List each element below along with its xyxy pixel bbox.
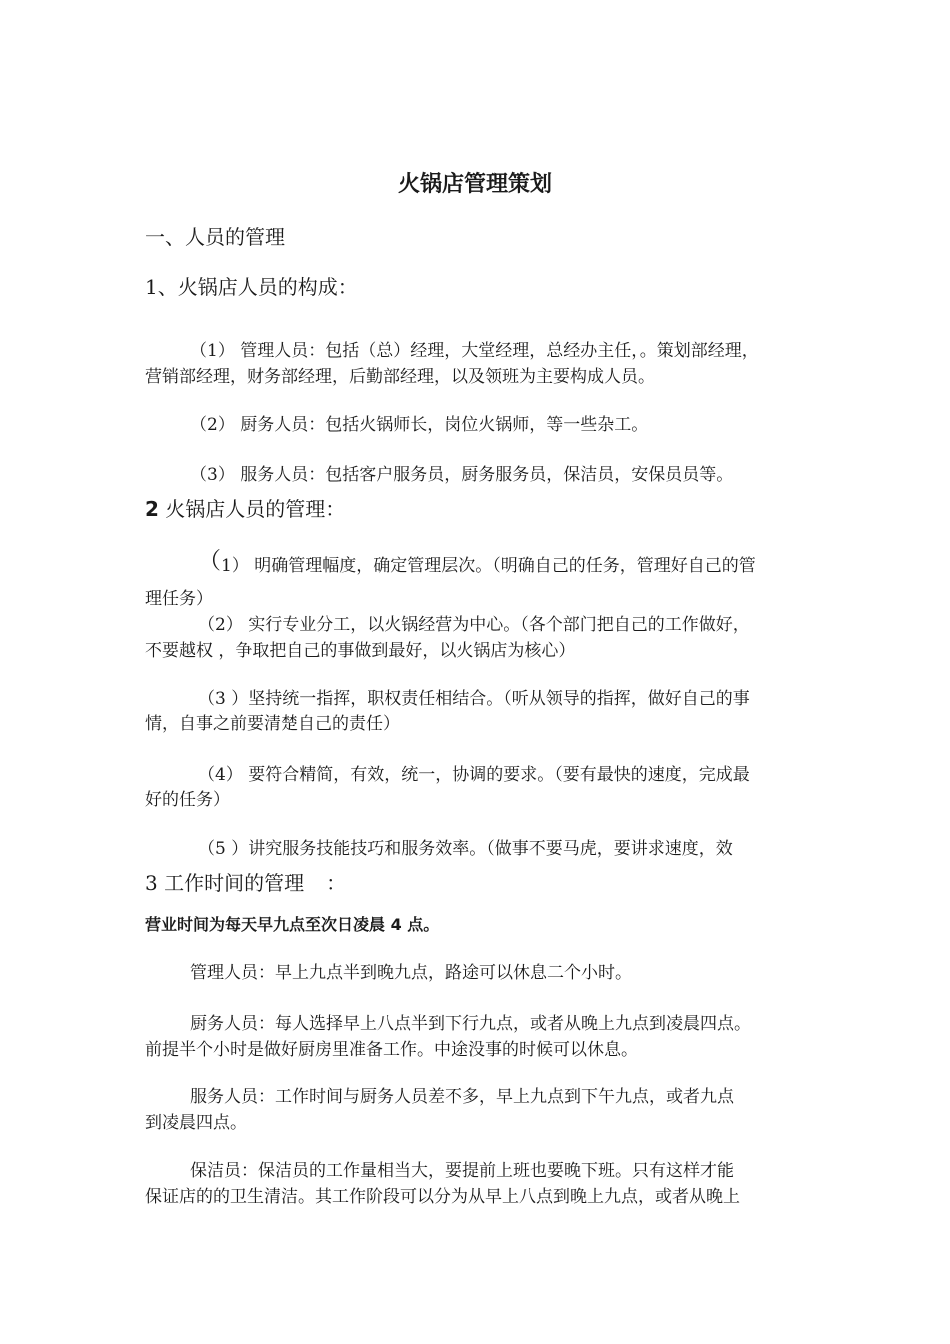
item-text: 明确管理幅度，确定管理层次。（明确自己的任务，管理好自己的管 [254,556,756,576]
heading-text: 3 工作时间的管理 [145,871,305,895]
document-title: 火锅店管理策划 [397,171,552,197]
subheading-working-hours [145,868,346,898]
section-heading-personnel: 一、人员的管理 [145,225,285,249]
role-hours-management: 管理人员：早上九点半到晚九点，路途可以休息二个小时。 [190,963,632,983]
item-open-paren: （ [198,548,221,574]
management-item-5 [198,836,733,862]
management-item-1-cont: 理任务） [145,589,213,609]
item-text: 服务人员：包括客户服务员，厨务服务员，保洁员，安保员员等。 [240,465,734,485]
item-text: 讲究服务技能技巧和服务效率。（做事不要马虎，要讲求速度，效 [248,839,733,859]
management-item-3 [198,686,750,712]
item-text: 管理人员：包括（总）经理，大堂经理，总经办主任，。策划部经理， [240,341,759,361]
role-hours-cleaning: 保洁员：保洁员的工作量相当大，要提前上班也要晚下班。只有这样才能 [190,1161,734,1181]
item-number: （1） [190,341,235,361]
heading-number: 2 [145,497,159,521]
role-hours-cleaning-cont: 保证店的的卫生清洁。其工作阶段可以分为从早上八点到晚上九点，或者从晚上 [145,1187,740,1207]
item-text: 要符合精简，有效，统一，协调的要求。（要有最快的速度，完成最 [248,765,750,785]
subheading-composition: 1、火锅店人员的构成： [145,275,358,299]
item-number: （3） [190,465,235,485]
composition-item-1 [190,338,759,364]
business-hours: 营业时间为每天早九点至次日凌晨 4 点。 [145,915,440,934]
item-text: 坚持统一指挥，职权责任相结合。（听从领导的指挥，做好自己的事 [248,689,750,709]
composition-item-3 [190,462,733,488]
role-hours-kitchen-cont: 前提半个小时是做好厨房里准备工作。中途没事的时候可以休息。 [145,1040,638,1060]
composition-item-2 [190,412,648,438]
item-number: （3 ） [198,689,249,709]
item-number: 1） [221,556,249,576]
management-item-4 [198,762,750,788]
subheading-management [145,494,345,524]
role-hours-service-cont: 到凌晨四点。 [145,1113,247,1133]
item-number: （2） [190,415,235,435]
heading-text: 火锅店人员的管理： [165,497,346,521]
heading-colon: ： [326,871,347,895]
management-item-2-cont: 不要越权 ，争取把自己的事做到最好，以火锅店为核心） [145,641,576,661]
management-item-1 [198,548,756,579]
composition-item-1-cont: 营销部经理，财务部经理，后勤部经理，以及领班为主要构成人员。 [145,367,655,387]
role-hours-kitchen: 厨务人员：每人选择早上八点半到下行九点，或者从晚上九点到凌晨四点。 [190,1014,751,1034]
item-number: （5 ） [198,839,249,859]
role-hours-service: 服务人员：工作时间与厨务人员差不多，早上九点到下午九点，或者九点 [190,1087,734,1107]
item-text: 厨务人员：包括火锅师长，岗位火锅师，等一些杂工。 [240,415,649,435]
item-number: （4） [198,765,243,785]
management-item-2 [198,612,750,638]
management-item-3-cont: 情，自事之前要清楚自己的责任） [145,714,400,734]
management-item-4-cont: 好的任务） [145,790,230,810]
item-text: 实行专业分工，以火锅经营为中心。（各个部门把自己的工作做好， [248,615,750,635]
item-number: （2） [198,615,243,635]
